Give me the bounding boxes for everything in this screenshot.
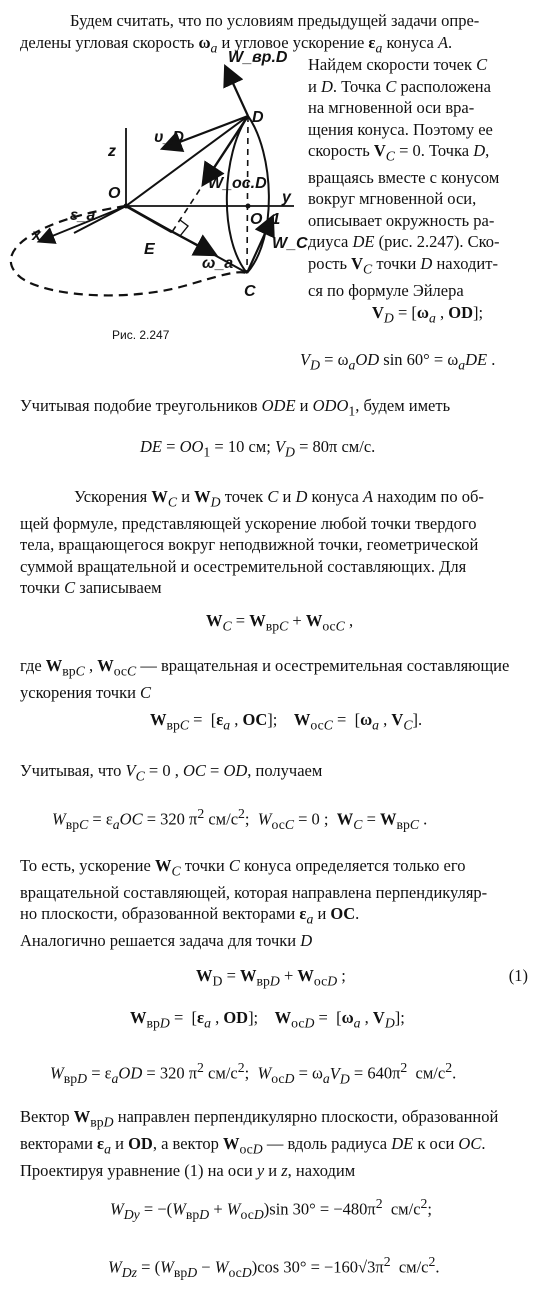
rc-line-5: скорость $V_C = 0$. Точка D, [308, 141, 490, 164]
segment-dc [247, 116, 248, 273]
label-x: x [32, 227, 41, 244]
label-d: D [252, 109, 264, 126]
equation-wvrd: $W_{врD} = [\varepsilon_a$ , OD]; $W_{осD} = [\omega_a$ , $V_D$]; [130, 1008, 405, 1031]
equation-wd: $W_D = W_{врD} + W_{осD}$ ; [196, 966, 346, 989]
pv-line-3: Проектируя уравнение (1) на оси y и z, находим [20, 1160, 356, 1180]
equation-vd: $V_D = [\omega_a$ , OD]; [372, 303, 484, 326]
label-e: E [144, 241, 155, 258]
equation-wdy: $W_{Dy} = -(W_{врD} + W_{осD})\sin$ $30^\circ = -480\pi^2$ $см/с^2$; [110, 1196, 432, 1222]
equation-vd-2: $V_D = \omega_aOD$ $\sin 60^\circ = \omega_aDE$ . [300, 350, 496, 373]
rc-line-3: на мгновенной оси вра- [308, 98, 475, 117]
label-wvr-d: W_вр.D [228, 49, 288, 66]
equation-number-1: (1) [508, 966, 528, 985]
label-y: y [282, 189, 291, 206]
rc-line-8: описывает окружность ра- [308, 210, 495, 230]
vector-omega-arrow [154, 222, 214, 254]
rc-line-4: щения конуса. Поэтому ее [308, 119, 493, 139]
pc-line-3: но плоскости, образованной векторами $\varepsilon_a$ и OC. [20, 904, 360, 927]
label-wos-d: W_ос.D [208, 175, 267, 192]
paragraph-conclusion [20, 855, 534, 952]
paragraph-vector [20, 1106, 534, 1181]
figure-2-247 [4, 38, 308, 318]
equation-wdz: $W_{Dz} = (W_{врD} - W_{осD})\cos$ $30^\circ = -160√3\pi^2$ $см/с^2$. [108, 1254, 440, 1280]
intro-line-2: делены угловая скорость $\omega_a$ и угловое ускорение $\varepsilon_a$ конуса A. [20, 33, 453, 56]
right-column-text [308, 54, 534, 301]
pw-line-2: ускорения точки C [20, 682, 152, 702]
pv-line-2: векторами $\varepsilon_a$ и OD, а вектор $W_{осD}$ — вдоль радиуса DE к оси OC. [20, 1133, 486, 1157]
rc-line-1: Найдем скорости точек C [308, 55, 488, 74]
label-o: O [108, 185, 121, 202]
rc-line-10: рость $V_C$ точки D находит- [308, 253, 498, 277]
equation-wc: $W_C = W_{врC} + W_{осC}$ , [206, 611, 354, 634]
pa-line-5: точки C записываем [20, 578, 162, 598]
pv-line-1: Вектор $W_{врD}$ направлен перпендикулярно плоскости, образованной [20, 1107, 499, 1130]
pa-line-3: тела, вращающегося вокруг неподвижной точки, геометрической [20, 535, 479, 555]
circle-front [227, 116, 248, 273]
vector-wos-d [204, 116, 248, 183]
figure-caption: Рис. 2.247 [112, 328, 170, 342]
label-z: z [108, 143, 116, 160]
intro-line-1: Будем считать, что по условиям предыдущей задачи опре- [70, 11, 480, 30]
equation-wvrd-2: $W_{врD} = \varepsilon_aOD = 320$ $\pi^2$ $см/с^2$; $W_{осD} = \omega_aV_D = 640\pi^2$ $см/с^2$. [50, 1060, 457, 1086]
point-o [124, 204, 129, 209]
right-angle-mark [180, 220, 188, 236]
base-ellipse [11, 206, 247, 295]
pc-line-2: вращательной составляющей, которая направлена перпендикуляр- [20, 882, 488, 902]
rc-line-7: вокруг мгновенной оси, [308, 189, 477, 209]
rc-line-6: вращаясь вместе с конусом [308, 167, 500, 187]
label-v-d: υ_D [154, 129, 184, 146]
pc-line-4: Аналогично решается задача для точки D [20, 931, 313, 951]
pa-line-1: Ускорения $W_C$ и $W_D$ точек C и D конуса A находим по об- [74, 487, 484, 510]
label-eps: ε_a [70, 207, 96, 224]
equation-de: DE = $OO_1 = 10$ см; $V_D = 80\pi$ см/с. [140, 437, 376, 460]
pa-line-2: щей формуле, представляющей ускорение любой точки твердого [20, 513, 477, 533]
paragraph-where [20, 655, 534, 703]
rc-line-2: и D. Точка C расположена [308, 76, 491, 96]
pc-line-1: То есть, ускорение $W_C$ точки C конуса определяется только его [20, 856, 466, 879]
rc-line-9: диуса DE (рис. 2.247). Ско- [308, 232, 500, 252]
equation-wvrc: $W_{врC} = [\varepsilon_a$ , OC]; $W_{осC} = [\omega_a$ , $V_C$]. [150, 710, 423, 733]
rc-line-11: ся по формуле Эйлера [308, 280, 464, 300]
label-omega: ω_a [202, 255, 234, 272]
vector-wvr-d [226, 68, 248, 116]
label-o1: O_1 [250, 211, 281, 228]
paragraph-accelerations [20, 486, 534, 599]
paragraph-given: Учитывая, что $V_C = 0$ , OC = OD, получаем [20, 761, 323, 784]
paragraph-similarity: Учитывая подобие треугольников ODE и $ODO_1$, будем иметь [20, 396, 451, 419]
pa-line-4: суммой вращательной и осестремительной составляющих. Для [20, 556, 467, 576]
point-o1 [246, 204, 251, 209]
label-w-c: W_C [272, 235, 308, 252]
pw-line-1: где $W_{врC}$ , $W_{осC}$ — вращательная и осестремительная составляющие [20, 656, 510, 679]
label-c: C [244, 283, 256, 300]
equation-wvrc-2: $W_{врC} = \varepsilon_aOC = 320$ $\pi^2$ $см/с^2$; $W_{осC} = 0$ ; $W_C = W_{врC}$ . [52, 806, 428, 832]
